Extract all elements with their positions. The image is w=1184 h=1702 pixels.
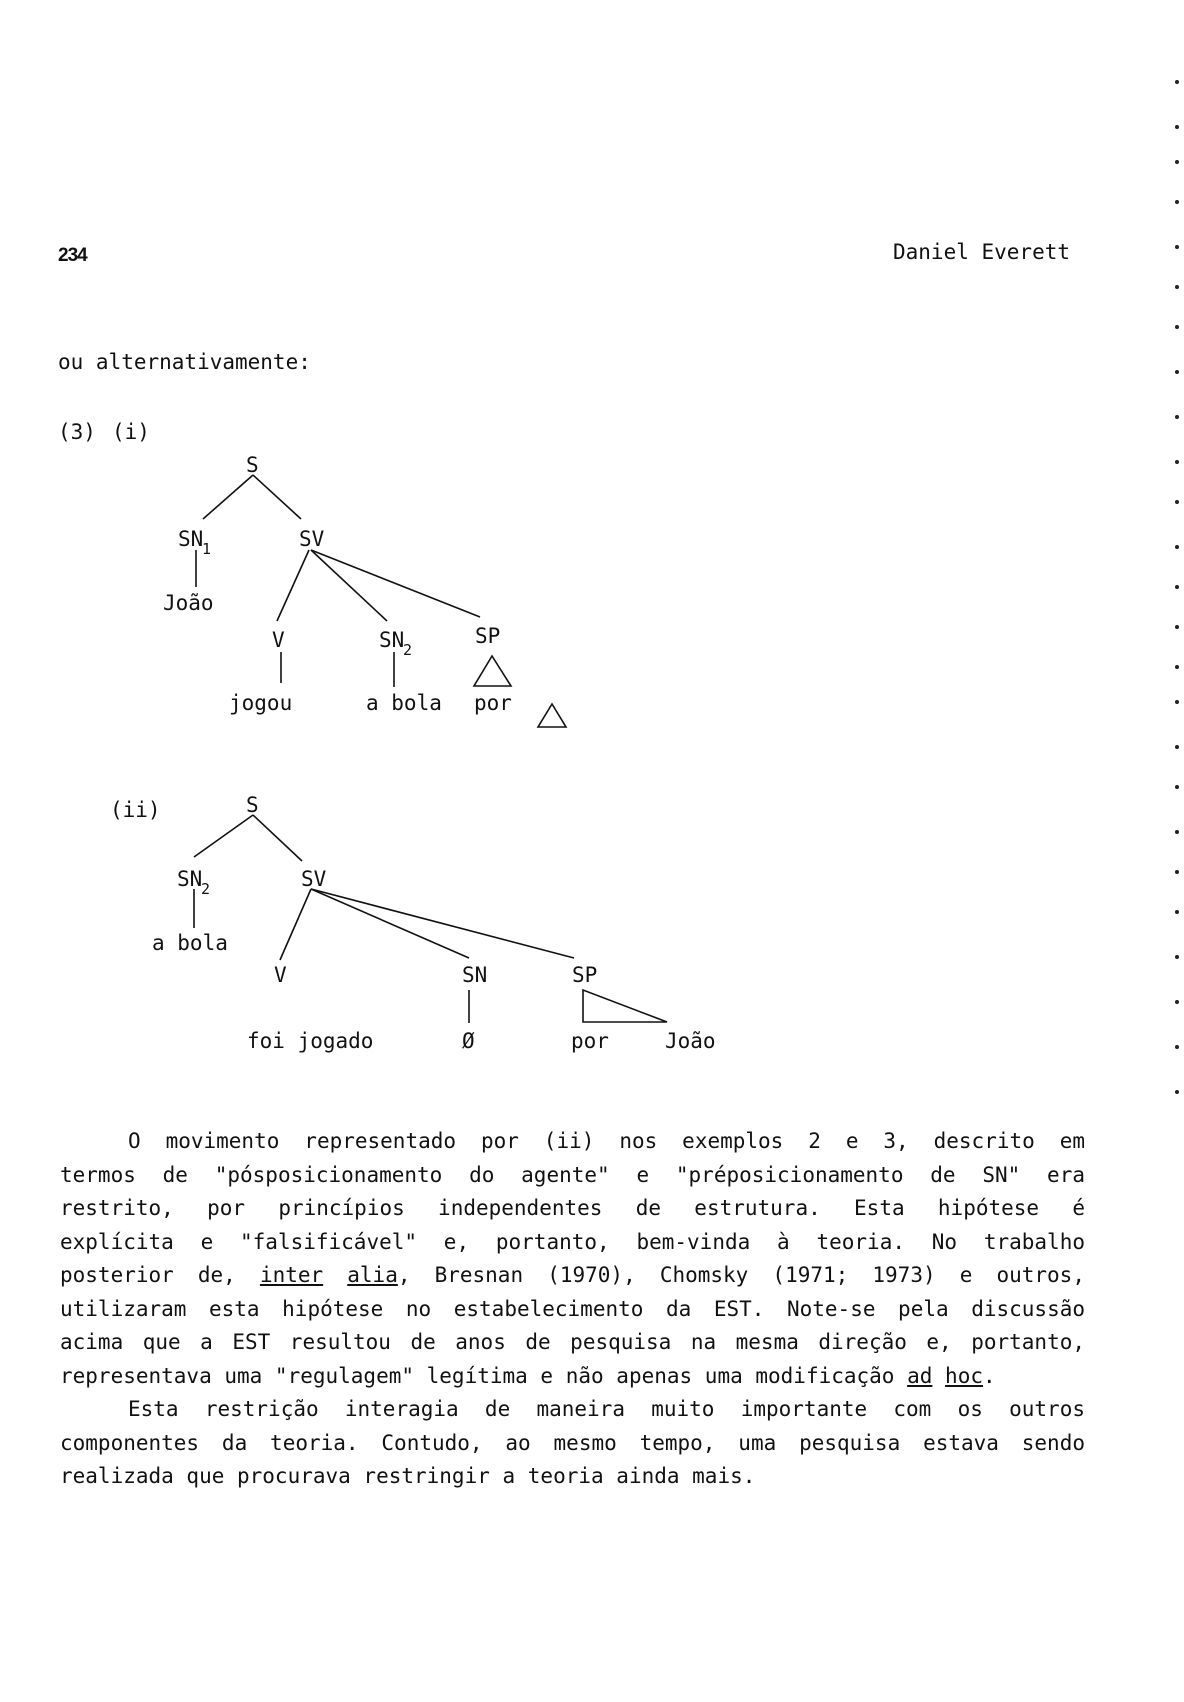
- text-line: termos de "pósposicionamento do agente" e "préposicionamento de SN" era: [60, 1162, 1085, 1187]
- leaf-word: por: [571, 1029, 609, 1053]
- text-line: Esta restrição interagia de maneira muito importante com os outros: [128, 1397, 1085, 1421]
- running-header-author: Daniel Everett: [893, 240, 1071, 264]
- node-sv: SV: [299, 527, 325, 551]
- text-segment: representava uma "regulagem" legítima e não apenas uma modificação: [60, 1363, 908, 1388]
- node-v: V: [274, 963, 287, 987]
- leaf-word: João: [665, 1029, 716, 1053]
- node-sp: SP: [572, 963, 598, 987]
- subscript: 2: [403, 641, 413, 659]
- text-line: [60, 1360, 1085, 1394]
- node-sn: SN: [379, 628, 405, 652]
- text-line: componentes da teoria. Contudo, ao mesmo tempo, uma pesquisa estava sendo: [60, 1430, 1085, 1455]
- node-sn: SN: [462, 963, 488, 987]
- text-segment: posterior de,: [60, 1263, 260, 1287]
- underlined-term: inter: [259, 1263, 324, 1287]
- example-number: (3): [58, 420, 96, 444]
- leaf-word: foi jogado: [247, 1029, 374, 1053]
- text-line: [60, 1259, 1085, 1293]
- subscript: 2: [201, 880, 211, 898]
- leaf-word: jogou: [229, 691, 293, 715]
- text-segment: [932, 1364, 945, 1388]
- leaf-word: Ø: [462, 1029, 475, 1053]
- text-line: utilizaram esta hipótese no estabelecimento da EST. Note-se pela discussão: [60, 1296, 1085, 1321]
- leaf-word: por: [474, 691, 512, 715]
- text-line: explícita e "falsificável" e, portanto, bem-vinda à teoria. No trabalho: [60, 1229, 1085, 1254]
- text-segment: , Bresnan (1970), Chomsky (1971; 1973) e outros,: [397, 1263, 1085, 1287]
- underlined-term: alia: [347, 1263, 398, 1287]
- tree-ii-label: (ii): [110, 798, 161, 822]
- underlined-term: ad: [907, 1363, 933, 1388]
- text-line: O movimento representado por (ii) nos exemplos 2 e 3, descrito em: [128, 1129, 1085, 1153]
- text-line: realizada que procurava restringir a teoria ainda mais.: [60, 1464, 756, 1488]
- body-paragraph-1: [60, 1125, 1085, 1393]
- node-sn: SN: [177, 867, 203, 891]
- text-segment: .: [982, 1363, 996, 1388]
- page-number: 234: [58, 245, 87, 266]
- subscript: 1: [202, 540, 212, 558]
- body-paragraph-2: [60, 1393, 1085, 1494]
- node-sp: SP: [475, 624, 501, 648]
- tree-i-label: (i): [112, 420, 150, 444]
- node-sn: SN: [178, 527, 204, 551]
- intro-text: ou alternativamente:: [58, 350, 311, 374]
- text-line: acima que a EST resultou de anos de pesquisa na mesma direção e, portanto,: [60, 1330, 1085, 1354]
- underlined-term: hoc: [945, 1363, 983, 1388]
- leaf-word: João: [163, 591, 214, 615]
- node-sv: SV: [301, 867, 327, 891]
- node-s: S: [246, 793, 259, 817]
- node-s: S: [246, 453, 259, 477]
- leaf-word: a bola: [366, 691, 442, 715]
- text-segment: [323, 1263, 347, 1287]
- leaf-word: a bola: [152, 931, 228, 955]
- text-line: restrito, por princípios independentes de estrutura. Esta hipótese é: [60, 1196, 1085, 1220]
- node-v: V: [272, 628, 285, 652]
